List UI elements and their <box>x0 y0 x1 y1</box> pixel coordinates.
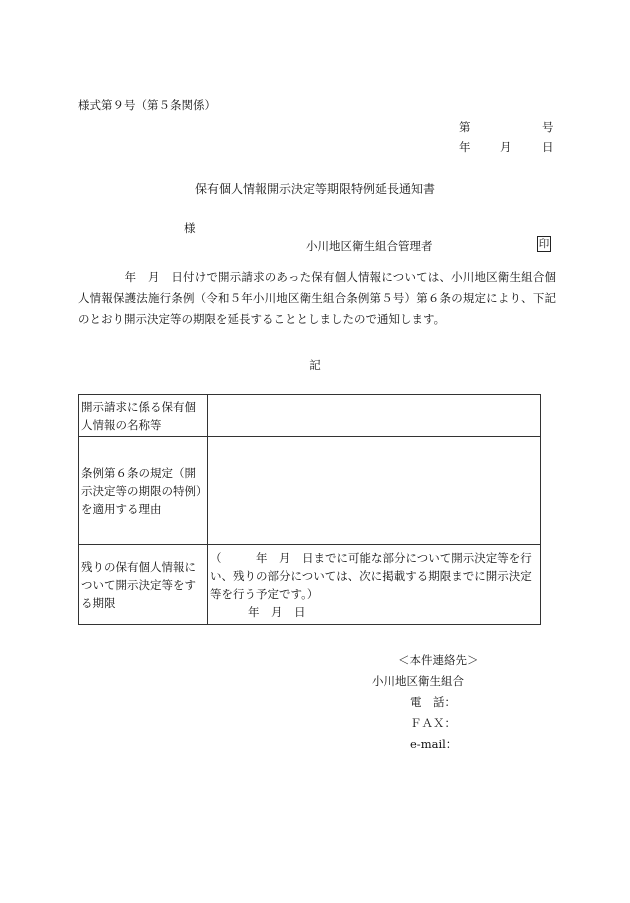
date-year: 年 <box>459 140 471 154</box>
doc-number-prefix: 第 <box>459 120 471 134</box>
date-month: 月 <box>500 140 512 154</box>
table-row <box>79 545 541 625</box>
date-day: 日 <box>542 140 554 154</box>
document-title: 保有個人情報開示決定等期限特例延長通知書 <box>194 182 435 196</box>
info-table <box>78 394 541 625</box>
table-row <box>79 395 541 437</box>
ki-heading: 記 <box>309 358 321 372</box>
body-text <box>78 267 556 330</box>
row-value-deadline[interactable] <box>208 545 541 625</box>
sender-name: 小川地区衛生組合管理者 <box>306 239 433 253</box>
form-number: 様式第９号（第５条関係） <box>78 98 216 112</box>
deadline-note: （ 年 月 日までに可能な部分について開示決定等を行い、残りの部分については、次に掲載する期限までに開示決定等を行う予定です。） <box>210 550 532 601</box>
row-label-reason: 条例第６条の規定（開示決定等の期限の特例）を適用する理由 <box>79 437 208 545</box>
contact-fax: ＦＡＸ： <box>410 716 456 730</box>
body-paragraph: 年 月 日付けで開示請求のあった保有個人情報については、小川地区衛生組合個人情報保護法施行条例（令和５年小川地区衛生組合条例第５号）第６条の規定により、下記のとおり開示決定等の期限を延長することとしましたので通知します。 <box>78 270 556 326</box>
contact-org: 小川地区衛生組合 <box>372 674 464 688</box>
contact-phone: 電 話： <box>410 695 456 709</box>
row-label-deadline: 残りの保有個人情報について開示決定等をする期限 <box>79 545 208 625</box>
addressee: 様 <box>184 221 196 235</box>
contact-email: e-mail： <box>410 737 458 751</box>
row-label-info-name: 開示請求に係る保有個人情報の名称等 <box>79 395 208 437</box>
contact-block <box>372 650 479 755</box>
deadline-date-line: 年 月 日 <box>248 604 306 619</box>
contact-heading: ＜本件連絡先＞ <box>398 653 479 667</box>
table-row <box>79 437 541 545</box>
seal-stamp: 印 <box>538 238 550 250</box>
row-value-reason[interactable] <box>208 437 541 545</box>
row-value-info-name[interactable] <box>208 395 541 437</box>
doc-number-suffix: 号 <box>542 120 554 134</box>
